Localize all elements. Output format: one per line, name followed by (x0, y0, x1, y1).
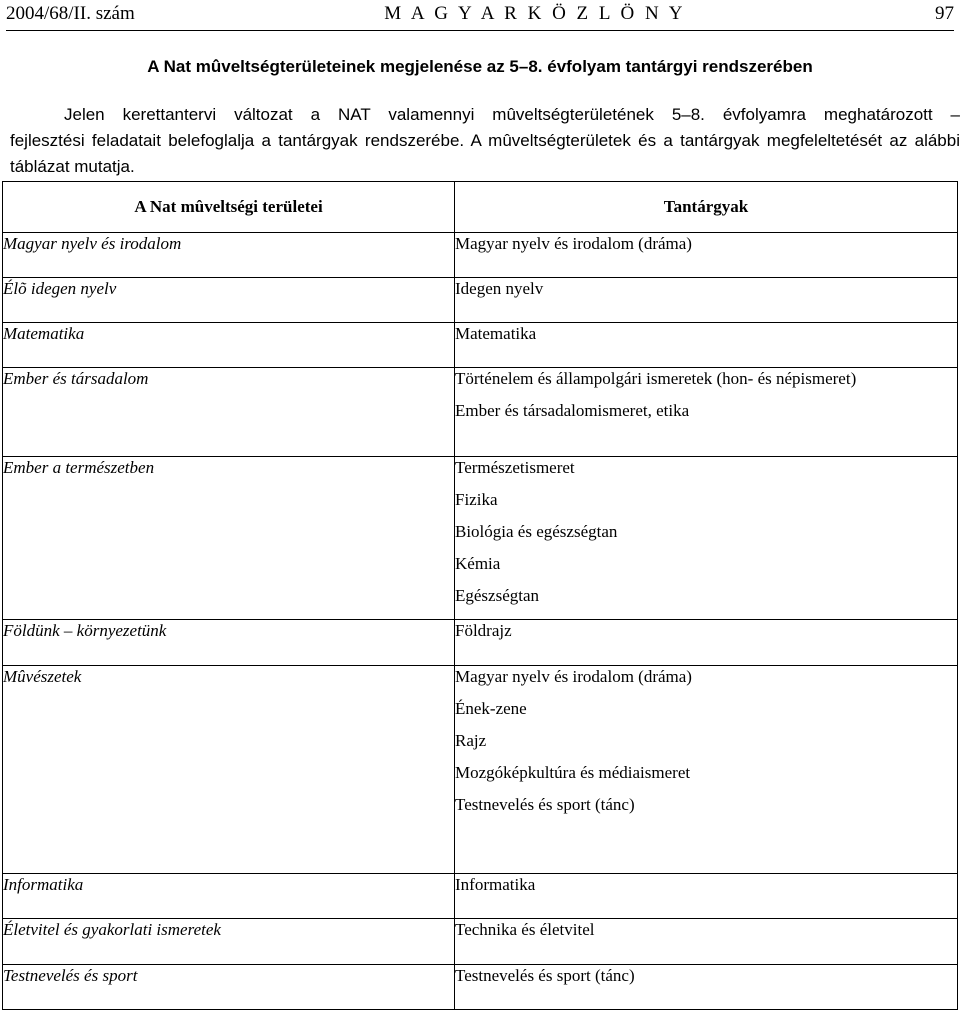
subject-item: Technika és életvitel (455, 920, 595, 939)
table-row (3, 620, 958, 666)
subject-item: Történelem és állampolgári ismeretek (hon- és népismeret) (455, 369, 857, 388)
subject-item: Matematika (455, 324, 537, 343)
subject-item: Magyar nyelv és irodalom (dráma) (455, 234, 692, 253)
area-cell: Ember és társadalom (3, 368, 455, 457)
intro-line-rest: fejlesztési feladatait belefoglalja a tantárgyak rendszerébe. A mûveltségterületek és a tantárgyak megfeleltetését az alábbi táblázat mutatja. (10, 131, 960, 176)
subjects-cell (455, 965, 958, 1010)
subjects-cell (455, 368, 958, 457)
subject-item: Rajz (455, 731, 487, 750)
subjects-cell (455, 278, 958, 323)
subject-item: Testnevelés és sport (tánc) (455, 966, 635, 985)
area-cell: Matematika (3, 323, 455, 368)
subjects-cell (455, 874, 958, 919)
subject-item: Testnevelés és sport (tánc) (455, 795, 635, 814)
subjects-cell (455, 919, 958, 965)
subject-item: Földrajz (455, 621, 512, 640)
area-cell: Mûvészetek (3, 666, 455, 874)
column-header-subjects: Tantárgyak (455, 182, 958, 233)
subject-item: Biológia és egészségtan (455, 522, 618, 541)
subject-item: Informatika (455, 875, 536, 894)
column-header-areas: A Nat mûveltségi területei (3, 182, 455, 233)
subjects-cell (455, 620, 958, 666)
table-row (3, 233, 958, 278)
subject-item: Kémia (455, 554, 501, 573)
area-cell: Élõ idegen nyelv (3, 278, 455, 323)
intro-line-1: Jelen kerettantervi változat a NAT valamennyi mûveltségterületének 5–8. évfolyamra meghatározott – (64, 105, 960, 124)
subject-item: Idegen nyelv (455, 279, 544, 298)
header-rule (6, 30, 954, 31)
table-row (3, 278, 958, 323)
table-row (3, 368, 958, 457)
subject-item: Mozgóképkultúra és médiaismeret (455, 763, 691, 782)
table-row (3, 323, 958, 368)
table-header-row (3, 182, 958, 233)
subject-item: Természetismeret (455, 458, 575, 477)
area-cell: Életvitel és gyakorlati ismeretek (3, 919, 455, 965)
page-number: 97 (935, 3, 954, 24)
subject-item: Egészségtan (455, 586, 540, 605)
section-title: A Nat mûveltségterületeinek megjelenése az 5–8. évfolyam tantárgyi rendszerében (147, 57, 813, 76)
table-row (3, 965, 958, 1010)
table-row (3, 919, 958, 965)
issue-number: 2004/68/II. szám (6, 3, 135, 24)
subject-item: Fizika (455, 490, 498, 509)
subject-item: Ének-zene (455, 699, 527, 718)
area-cell: Földünk – környezetünk (3, 620, 455, 666)
area-cell: Ember a természetben (3, 457, 455, 620)
subject-item: Magyar nyelv és irodalom (dráma) (455, 667, 692, 686)
subject-item: Ember és társadalomismeret, etika (455, 401, 690, 420)
intro-paragraph (10, 102, 960, 180)
subjects-cell (455, 457, 958, 620)
subjects-cell (455, 233, 958, 278)
table-row (3, 666, 958, 874)
table-row (3, 874, 958, 919)
page-header (6, 2, 954, 26)
table-row (3, 457, 958, 620)
subjects-cell (455, 323, 958, 368)
area-cell: Magyar nyelv és irodalom (3, 233, 455, 278)
area-cell: Testnevelés és sport (3, 965, 455, 1010)
publication-name: M A G Y A R K Ö Z L Ö N Y (384, 3, 686, 24)
area-cell: Informatika (3, 874, 455, 919)
subject-mapping-table (2, 181, 958, 1010)
subjects-cell (455, 666, 958, 874)
